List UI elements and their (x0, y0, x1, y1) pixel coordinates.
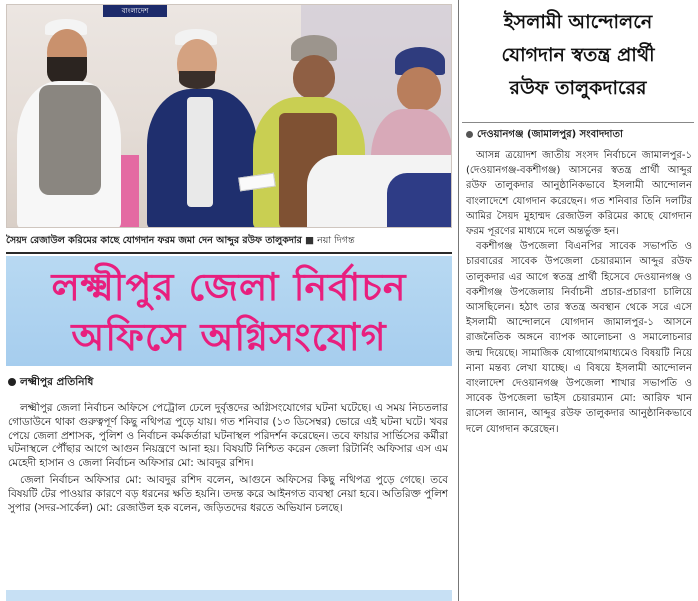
right-headline-line-3: রউফ তালুকদারের (509, 77, 647, 99)
right-headline-rule (462, 122, 694, 123)
left-paragraph-2: জেলা নির্বাচন অফিসার মো: আবদুর রশিদ বলেন, আগুনে অফিসের কিছু নথিপত্র পুড়ে গেছে। তবে বিষয়টি টের পাওয়ার কারণে বড় ধরনের ক্ষতি হয়নি। তদন্ত করে আইনগত ব্যবস্থা নেয়া হবে। অতিরিক্ত পুলিশ সুপার (সদর-সার্কেল) মো: রেজাউল হক বলেন, জড়িতদের ধরতে অভিযান চলছে। (8, 473, 448, 514)
left-byline (8, 374, 448, 390)
right-paragraph-1: আসন্ন ত্রয়োদশ জাতীয় সংসদ নির্বাচনে জামালপুর-১ (দেওয়ানগঞ্জ-বকশীগঞ্জ) আসনের স্বতন্ত্র প্রার্থী আব্দুর রউফ তালুকদার আনুষ্ঠানিকভাবে ইসলামী আন্দোলন বাংলাদেশে যোগদান করেছেন। গত শনিবার তিনি দলটির আমির সৈয়দ মুহাম্মদ রেজাউল করিমের কাছে যোগদান ফরম পূরণের মাধ্যমে দলে অন্তর্ভুক্ত হন। (466, 150, 692, 238)
left-byline-text: লক্ষ্মীপুর প্রতিনিধি (20, 376, 94, 388)
right-paragraph-2: বকশীগঞ্জ উপজেলা বিএনপির সাবেক সভাপতি ও চারবারের সাবেক উপজেলা চেয়ারম্যান আব্দুর রউফ তালুকদার এর আগে স্বতন্ত্র প্রার্থী হিসেবে দেওয়ানগঞ্জ ও বকশীগঞ্জ উপজেলায় নির্বাচনী প্রচার-প্রচারণা চালিয়ে আসছিলেন। হঠাৎ তার স্বতন্ত্র অবস্থান থেকে সরে এসে ইসলামী আন্দোলনে যোগদান জামালপুর-১ আসনে রাজনৈতিক অঙ্গনে ব্যাপক আলোচনা ও সমালোচনার জন্ম দিয়েছে। সামাজিক যোগাযোগমাধ্যমেও বিষয়টি নিয়ে নানা মন্তব্য লেখা যাচ্ছে। এ বিষয়ে ইসলামী আন্দোলন বাংলাদেশ দেওয়ানগঞ্জ উপজেলা শাখার সভাপতি ও সাবেক উপজেলা ভাইস চেয়ারম্যান মো: আরিফ খান রাসেল জানান, আব্দুর রউফ তালুকদার আনুষ্ঠানিকভাবে দলে যোগদান করেছেন। (466, 241, 692, 435)
left-article-body (8, 402, 448, 588)
right-byline (466, 126, 692, 144)
news-photo (6, 4, 452, 228)
left-headline-banner (6, 256, 452, 366)
right-headline (462, 6, 694, 118)
right-byline-text: দেওয়ানগঞ্জ (জামালপুর) সংবাদদাতা (477, 129, 623, 140)
photo-caption-text: সৈয়দ রেজাউল করিমের কাছে যোগদান ফরম জমা দেন আব্দুর রউফ তালুকদার (6, 235, 302, 246)
left-bottom-color-strip (6, 590, 452, 601)
photo-corner-tag: বাংলাদেশ (103, 5, 167, 17)
right-headline-line-1: ইসলামী আন্দোলনে (503, 11, 653, 33)
left-headline-line-1: লক্ষ্মীপুর জেলা নির্বাচন (51, 265, 407, 309)
byline-bullet-icon (466, 131, 473, 138)
section-divider (6, 252, 452, 254)
photo-credit: ■ নয়া দিগন্ত (305, 235, 355, 246)
right-article-body (466, 148, 692, 594)
left-headline-line-2: অফিসে অগ্নিসংযোগ (71, 315, 387, 359)
photo-caption (6, 232, 452, 250)
byline-bullet-icon (8, 378, 16, 386)
column-divider (458, 0, 459, 601)
left-paragraph-1: লক্ষ্মীপুর জেলা নির্বাচন অফিসে পেট্রোল ঢেলে দুর্বৃত্তদের অগ্নিসংযোগের ঘটনা ঘটেছে। এ সময় নিচতলার গোডাউনে থাকা গুরুত্বপূর্ণ কিছু নথিপত্র পুড়ে যায়। গত শনিবার (১৩ ডিসেম্বর) ভোরে এই ঘটনা ঘটে। খবর পেয়ে জেলা প্রশাসক, পুলিশ ও নির্বাচন কর্মকর্তারা ঘটনাস্থল পরিদর্শন করেছেন। তবে ফায়ার সার্ভিসের কর্মীরা ঘটনাস্থলে পৌঁছার আগে আগুন নিয়ন্ত্রণে আনা হয়। বিষয়টি নিশ্চিত করেন জেলা রিটার্নিং অফিসার এস এম মেহেদী হাসান ও জেলা নির্বাচন অফিসার মো: আবদুর রশিদ। (8, 402, 448, 470)
right-headline-line-2: যোগদান স্বতন্ত্র প্রার্থী (501, 44, 655, 66)
